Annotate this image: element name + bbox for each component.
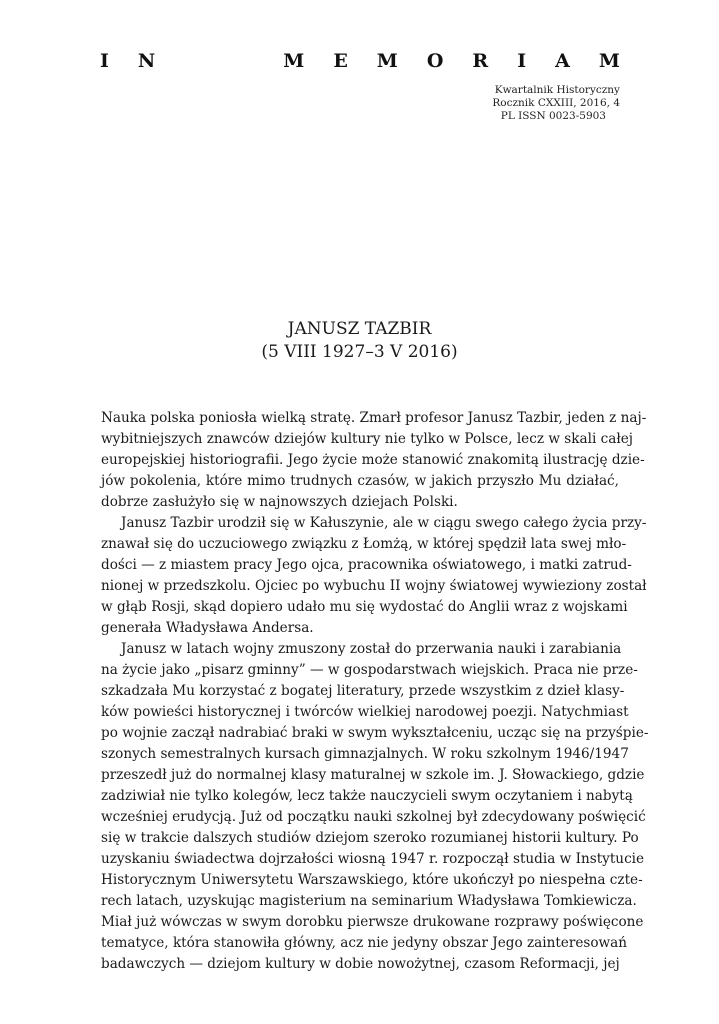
journal-info (492, 84, 620, 123)
text-line: na życie jako „pisarz gminny” — w gospodarstwach wiejskich. Praca nie prze- (101, 662, 638, 678)
heading-letter: M (598, 50, 620, 72)
text-line: wcześniej erudycją. Już od początku nauki szkolnej był zdecydowany poświęcić (101, 809, 646, 825)
journal-name: Kwartalnik Historyczny (494, 84, 620, 96)
heading-letter: O (426, 50, 444, 72)
heading-letter: I (100, 50, 109, 72)
text-line: jów pokolenia, które mimo trudnych czasów, w jakich przyszło Mu działać, (101, 473, 619, 489)
text-line: się w trakcie dalszych studiów dziejom szeroko rozumianej historii kultury. Po (101, 830, 639, 846)
text-line: Miał już wówczas w swym dorobku pierwsze drukowane rozprawy poświęcone (101, 914, 644, 930)
paragraph (101, 639, 649, 975)
text-line: Historycznym Uniwersytetu Warszawskiego, które ukończył po niespełna czte- (101, 872, 643, 888)
text-line: badawczych — dziejom kultury w dobie nowożytnej, czasom Reformacji, jej (101, 956, 620, 972)
text-line: nionej w przedszkolu. Ojciec po wybuchu II wojny światowej wywieziony został (101, 578, 647, 594)
text-line: dobrze zasłużyło się w najnowszych dziejach Polski. (101, 494, 458, 510)
text-line: w głąb Rosji, skąd dopiero udało mu się wydostać do Anglii wraz z wojskami (101, 599, 628, 615)
heading-letter: N (137, 50, 156, 72)
text-line: tematyce, która stanowiła główny, acz nie jedyny obszar Jego zainteresowań (101, 935, 628, 951)
text-line: Janusz Tazbir urodził się w Kałuszynie, ale w ciągu swego całego życia przy- (121, 515, 647, 531)
text-line: Janusz w latach wojny zmuszony został do przerwania nauki i zarabiania (121, 641, 622, 657)
text-line: rech latach, uzyskując magisterium na seminarium Władysława Tomkiewicza. (101, 893, 637, 909)
heading-letter: I (517, 50, 527, 72)
text-line: zadziwiał nie tylko kolegów, lecz także nauczycieli swym oczytaniem i nabytą (101, 788, 633, 804)
paragraph (101, 513, 647, 639)
heading-letter: R (472, 50, 489, 72)
text-line: wybitniejszych znawców dziejów kultury nie tylko w Polsce, lecz w skali całej (101, 431, 634, 447)
journal-issn: PL ISSN 0023-5903 (500, 110, 606, 122)
title-name: JANUSZ TAZBIR (287, 319, 432, 339)
text-line: uzyskaniu świadectwa dojrzałości wiosną 1947 r. rozpoczął studia w Instytucie (101, 851, 645, 867)
text-line: szkadzała Mu korzystać z bogatej literatury, przede wszystkim z dzieł klasy- (101, 683, 625, 699)
text-line: przeszedł już do normalnej klasy maturalnej w szkole im. J. Słowackiego, gdzie (101, 767, 645, 783)
article-body (101, 408, 649, 975)
journal-volume: Rocznik CXXIII, 2016, 4 (492, 97, 620, 109)
title-dates: (5 VIII 1927–3 V 2016) (261, 342, 458, 362)
heading-letter: A (555, 50, 570, 72)
section-heading-in-memoriam (100, 48, 620, 74)
heading-letter: E (333, 50, 348, 72)
text-line: po wojnie zaczął nadrabiać braki w swym wykształceniu, ucząc się na przyśpie- (101, 725, 649, 741)
text-line: dości — z miastem pracy Jego ojca, pracownika oświatowego, i matki zatrud- (101, 557, 632, 573)
heading-letter: M (376, 50, 398, 72)
text-line: znawał się do uczuciowego związku z Łomżą, w której spędził lata swej mło- (101, 536, 627, 552)
paragraph (101, 408, 647, 513)
text-line: Nauka polska poniosła wielką stratę. Zmarł profesor Janusz Tazbir, jeden z naj- (101, 410, 647, 426)
text-line: szonych semestralnych kursach gimnazjalnych. W roku szkolnym 1946/1947 (101, 746, 629, 762)
text-line: europejskiej historiografii. Jego życie może stanowić znakomitą ilustrację dzie- (101, 452, 645, 468)
heading-letter: M (283, 50, 305, 72)
text-line: ków powieści historycznej i twórców wielkiej narodowej poezji. Natychmiast (101, 704, 629, 720)
text-line: generała Władysława Andersa. (101, 620, 314, 636)
article-title (0, 318, 719, 364)
